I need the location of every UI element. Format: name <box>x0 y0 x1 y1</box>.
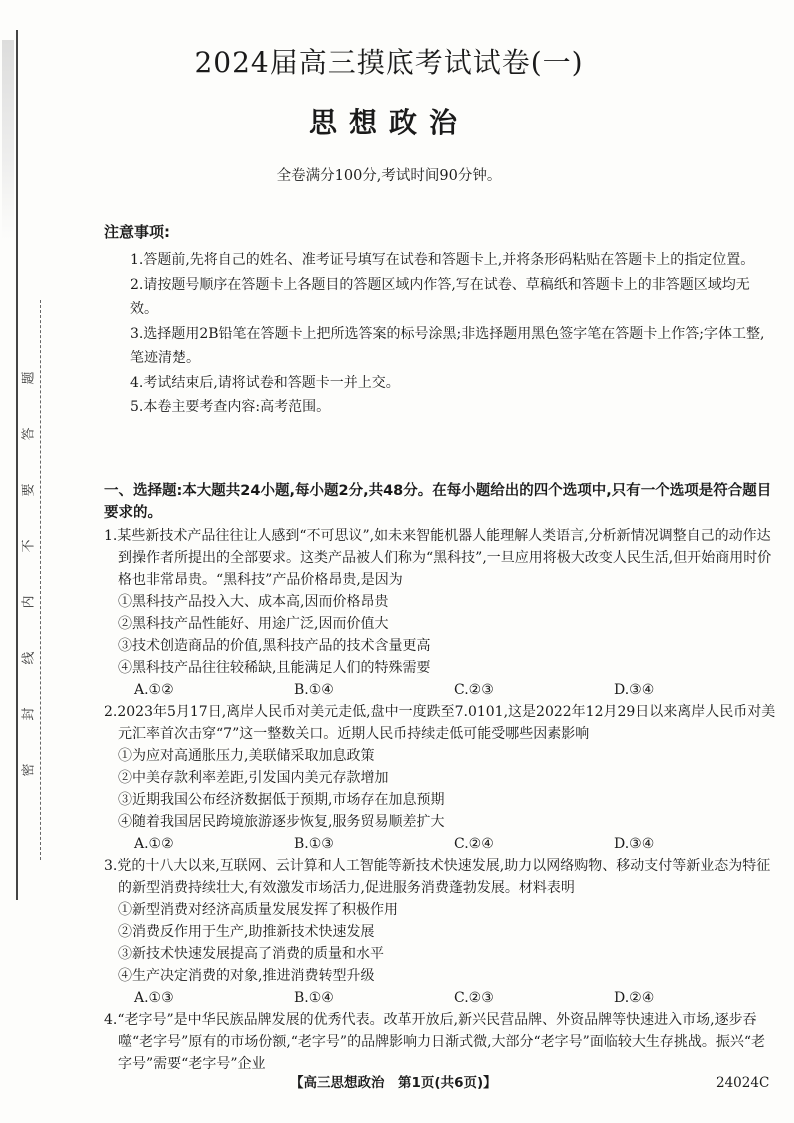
binding-strip <box>0 0 48 1123</box>
question-4 <box>104 1009 778 1075</box>
seal-char: 答 <box>21 427 37 441</box>
seal-char: 线 <box>21 651 37 665</box>
question-3 <box>104 855 778 1009</box>
question-stem: 4.“老字号”是中华民族品牌发展的优秀代表。改革开放后,新兴民营品牌、外资品牌等快速进入市场,逐步吞噬“老字号”原有的市场份额,“老字号”的品牌影响力日渐式微,大部分“老字号”面临较大生存挑战。振兴“老字号”需要“老字号”企业 <box>104 1012 765 1072</box>
subject-title: 思想政治 <box>308 106 469 139</box>
seal-char: 不 <box>21 539 37 553</box>
question-stem: 3.党的十八大以来,互联网、云计算和人工智能等新技术快速发展,助力以网络购物、移动支付等新业态为特征的新型消费持续壮大,有效激发市场活力,促进服务消费蓬勃发展。材料表明 <box>104 858 771 896</box>
binding-line <box>16 30 18 900</box>
exam-title: 2024届高三摸底考试试卷(一) <box>194 46 584 79</box>
scan-smear <box>2 40 14 240</box>
statement-item: ④随着我国居民跨境旅游逐步恢复,服务贸易顺差扩大 <box>118 814 445 830</box>
seal-char: 要 <box>21 483 37 497</box>
question-stem: 2.2023年5月17日,离岸人民币对美元走低,盘中一度跌至7.0101,这是2022年12月29日以来离岸人民币对美元汇率首次击穿“7”这一整数关口。近期人民币持续走低可能受哪些因素影响 <box>104 704 776 742</box>
statement-item: ③近期我国公布经济数据低于预期,市场存在加息预期 <box>118 792 445 808</box>
page-footer: 【高三思想政治 第1页(共6页)】 <box>290 1075 497 1091</box>
statement-item: ④生产决定消费的对象,推进消费转型升级 <box>118 968 375 984</box>
answer-choices <box>104 679 778 701</box>
notice-item: 2.请按题号顺序在答题卡上各题目的答题区域内作答,写在试卷、草稿纸和答题卡上的非答题区域均无效。 <box>130 276 750 317</box>
answer-choices <box>104 833 778 855</box>
choice-c: C.②④ <box>454 836 494 852</box>
section-heading: 一、选择题:本大题共24小题,每小题2分,共48分。在每小题给出的四个选项中,只有一个选项是符合题目要求的。 <box>104 483 772 521</box>
statement-item: ②中美存款利率差距,引发国内美元存款增加 <box>118 770 389 786</box>
choice-d: D.③④ <box>614 836 655 852</box>
question-list <box>104 525 778 1075</box>
choice-b: B.①③ <box>294 836 334 852</box>
choice-d: D.③④ <box>614 682 655 698</box>
answer-choices <box>104 987 778 1009</box>
statement-item: ③技术创造商品的价值,黑科技产品的技术含量更高 <box>118 638 431 654</box>
choice-c: C.②③ <box>454 990 494 1006</box>
statement-item: ③新技术快速发展提高了消费的质量和水平 <box>118 946 384 962</box>
seal-line <box>40 300 42 860</box>
choice-a: A.①② <box>134 682 174 698</box>
question-2 <box>104 701 778 855</box>
choice-b: B.①④ <box>294 682 334 698</box>
notice-item: 3.选择题用2B铅笔在答题卡上把所选答案的标号涂黑;非选择题用黑色签字笔在答题卡上作答;字体工整,笔迹清楚。 <box>130 325 765 366</box>
choice-d: D.②④ <box>614 990 655 1006</box>
choice-a: A.①③ <box>134 990 174 1006</box>
notice-heading: 注意事项: <box>104 223 170 241</box>
seal-line-text <box>22 370 38 818</box>
exam-meta: 全卷满分100分,考试时间90分钟。 <box>276 168 502 184</box>
statement-item: ①为应对高通胀压力,美联储采取加息政策 <box>118 748 375 764</box>
statement-item: ②消费反作用于生产,助推新技术快速发展 <box>118 924 375 940</box>
choice-c: C.②③ <box>454 682 494 698</box>
notice-item: 1.答题前,先将自己的姓名、准考证号填写在试卷和答题卡上,并将条形码粘贴在答题卡上的指定位置。 <box>130 252 755 268</box>
seal-char: 密 <box>21 763 37 777</box>
statement-item: ④黑科技产品往往较稀缺,且能满足人们的特殊需要 <box>118 660 431 676</box>
statement-item: ①新型消费对经济高质量发展发挥了积极作用 <box>118 902 398 918</box>
paper-code: 24024C <box>716 1075 770 1091</box>
seal-char: 内 <box>21 595 37 609</box>
notice-list <box>130 248 780 420</box>
choice-b: B.①④ <box>294 990 334 1006</box>
statement-item: ②黑科技产品性能好、用途广泛,因而价值大 <box>118 616 389 632</box>
notice-item: 4.考试结束后,请将试卷和答题卡一并上交。 <box>130 374 400 391</box>
notice-item: 5.本卷主要考查内容:高考范围。 <box>130 399 331 415</box>
statement-item: ①黑科技产品投入大、成本高,因而价格昂贵 <box>118 594 389 610</box>
choice-a: A.①② <box>134 836 174 852</box>
question-stem: 1.某些新技术产品往往让人感到“不可思议”,如未来智能机器人能理解人类语言,分析新情况调整自己的动作达到操作者所提出的全部要求。这类产品被人们称为“黑科技”,一旦应用将极大改变人民生活,但开始商用时价格也非常昂贵。“黑科技”产品价格昂贵,是因为 <box>104 528 772 588</box>
seal-char: 封 <box>21 707 37 721</box>
seal-char: 题 <box>21 371 37 385</box>
question-1 <box>104 525 778 701</box>
